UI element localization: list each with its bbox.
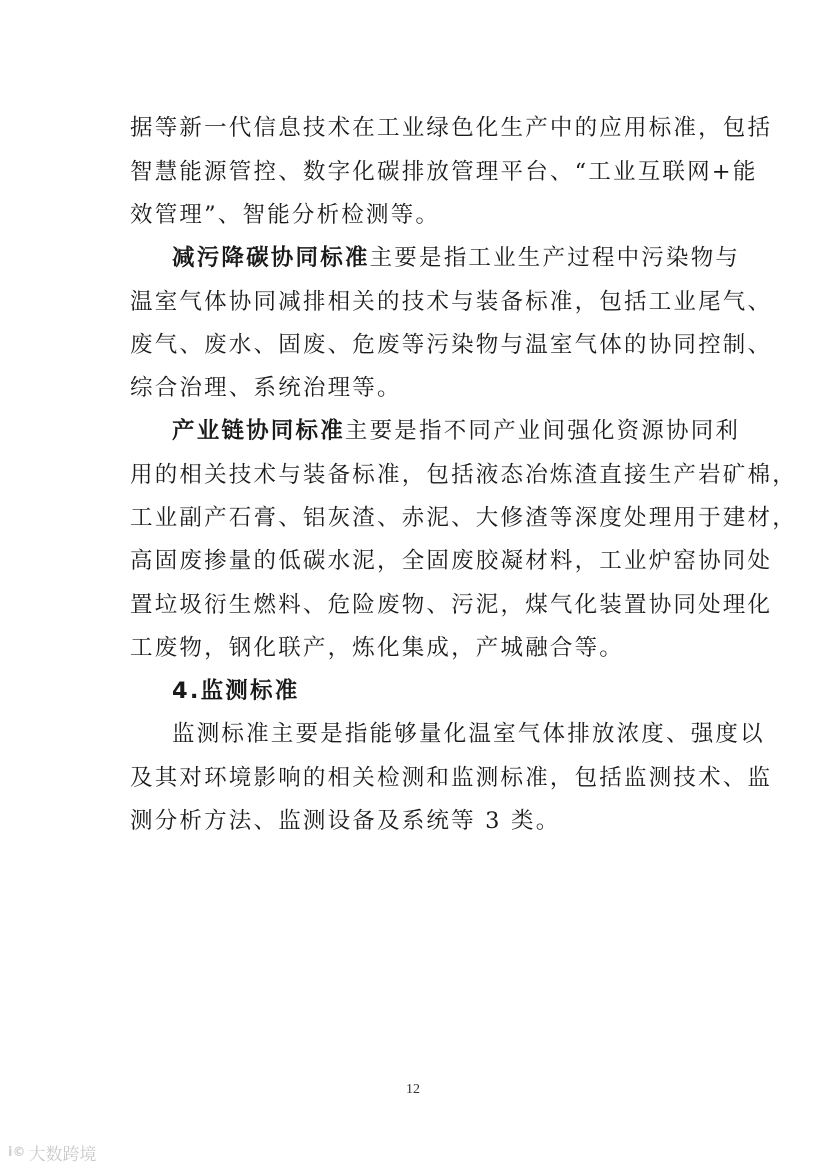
page-number: 12: [406, 1082, 420, 1097]
text-line: 测分析方法、监测设备及系统等 3 类。: [130, 808, 561, 834]
text-line: 综合治理、系统治理等。: [130, 375, 402, 401]
text-line: 智慧能源管控、数字化碳排放管理平台、“工业互联网+能: [130, 159, 758, 185]
text-span: 主要是指工业生产过程中污染物与: [369, 245, 741, 271]
paragraph-heading: 减污降碳协同标准: [172, 245, 370, 271]
text-line: 及其对环境影响的相关检测和监测标准，包括监测技术、监: [130, 765, 773, 791]
text-line: 据等新一代信息技术在工业绿色化生产中的应用标准，包括: [130, 115, 773, 141]
paragraph-heading: 产业链协同标准: [172, 418, 345, 444]
text-line: 工废物，钢化联产，炼化集成，产城融合等。: [130, 635, 625, 661]
text-line: 用的相关技术与装备标准，包括液态冶炼渣直接生产岩矿棉，: [130, 462, 797, 488]
section-heading: 4.监测标准: [172, 678, 300, 704]
text-line: 监测标准主要是指能够量化温室气体排放浓度、强度以: [172, 721, 765, 747]
watermark-logo-icon: i©: [8, 1145, 26, 1160]
text-line: 废气、废水、固废、危废等污染物与温室气体的协同控制、: [130, 332, 773, 358]
text-line: 工业副产石膏、铝灰渣、赤泥、大修渣等深度处理用于建材，: [130, 505, 797, 531]
watermark-text: 大数跨境: [28, 1145, 97, 1165]
text-line: 效管理”、智能分析检测等。: [130, 202, 441, 228]
paragraph-first-line: [172, 416, 740, 446]
text-span: 主要是指不同产业间强化资源协同利: [344, 418, 741, 444]
text-line: 高固废掺量的低碳水泥，全固废胶凝材料，工业炉窑协同处: [130, 548, 773, 574]
watermark: [8, 1140, 96, 1165]
text-line: 温室气体协同减排相关的技术与装备标准，包括工业尾气、: [130, 289, 773, 315]
paragraph-first-line: [172, 243, 740, 273]
text-line: 置垃圾衍生燃料、危险废物、污泥，煤气化装置协同处理化: [130, 592, 773, 618]
